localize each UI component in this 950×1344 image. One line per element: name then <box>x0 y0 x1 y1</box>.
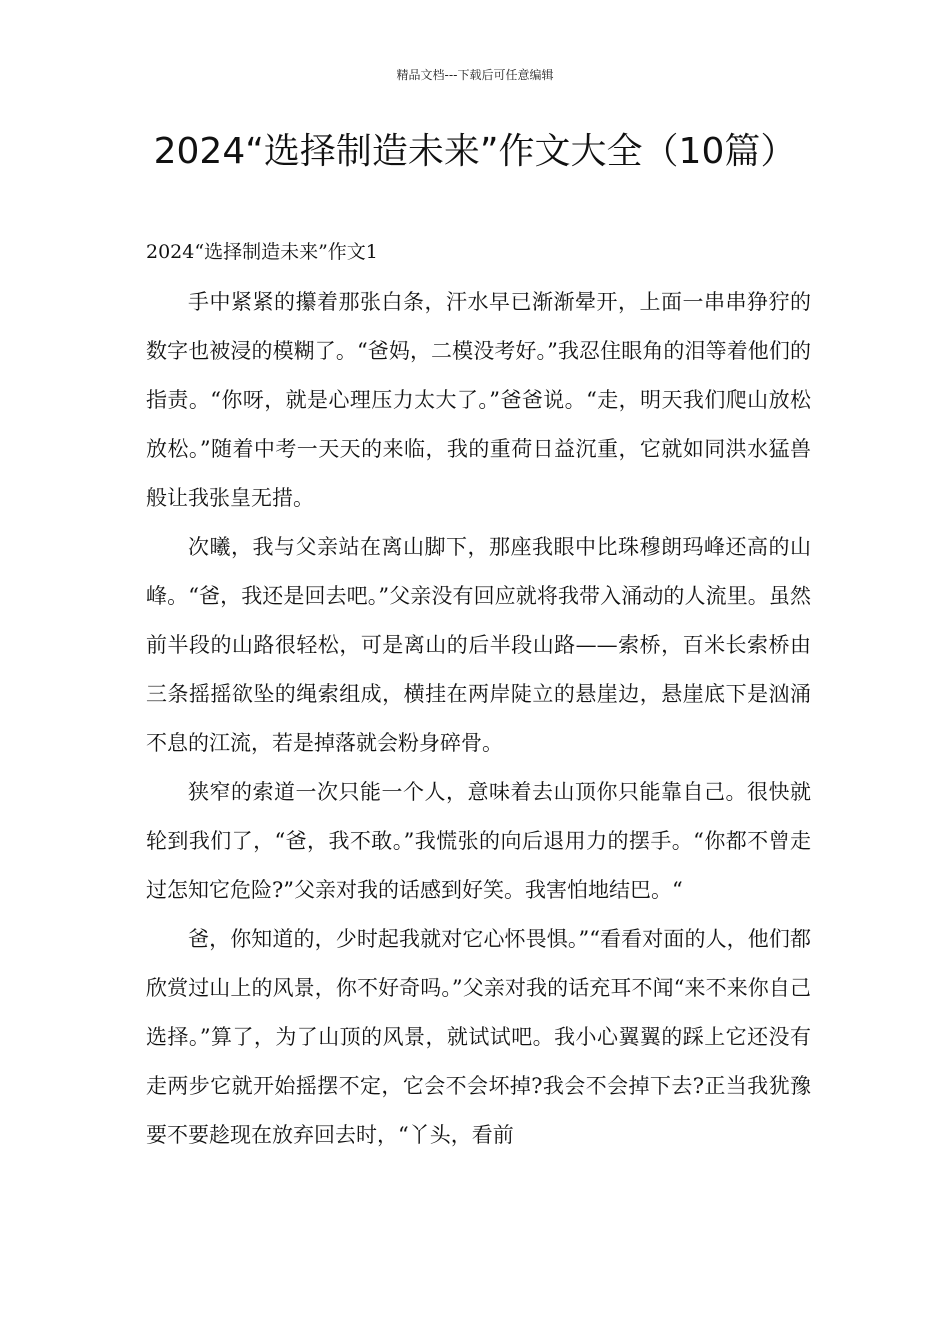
paragraph: 爸，你知道的，少时起我就对它心怀畏惧。”“看看对面的人，他们都欣赏过山上的风景，你不好奇吗。”父亲对我的话充耳不闻“来不来你自己选择。”算了，为了山顶的风景，就试试吧。我小心翼翼的踩上它还没有走两步它就开始摇摆不定，它会不会坏掉?我会不会掉下去?正当我犹豫要不要趁现在放弃回去时，“丫头，看前 <box>146 927 811 1147</box>
section-heading: 2024“选择制造未来”作文1 <box>146 241 378 263</box>
article-body <box>146 278 811 1160</box>
paragraph: 狭窄的索道一次只能一个人，意味着去山顶你只能靠自己。很快就轮到我们了，“爸，我不敢。”我慌张的向后退用力的摆手。“你都不曾走过怎知它危险?”父亲对我的话感到好笑。我害怕地结巴。“ <box>146 780 811 902</box>
document-title: 2024“选择制造未来”作文大全（10篇） <box>153 131 797 172</box>
paragraph: 手中紧紧的攥着那张白条，汗水早已渐渐晕开，上面一串串狰狞的数字也被浸的模糊了。“爸妈，二模没考好。”我忍住眼角的泪等着他们的指责。“你呀，就是心理压力太大了。”爸爸说。“走，明天我们爬山放松放松。”随着中考一天天的来临，我的重荷日益沉重，它就如同洪水猛兽般让我张皇无措。 <box>146 290 811 510</box>
paragraph: 次曦，我与父亲站在离山脚下，那座我眼中比珠穆朗玛峰还高的山峰。“爸，我还是回去吧。”父亲没有回应就将我带入涌动的人流里。虽然前半段的山路很轻松，可是离山的后半段山路——索桥，百米长索桥由三条摇摇欲坠的绳索组成，横挂在两岸陡立的悬崖边，悬崖底下是汹涌不息的江流，若是掉落就会粉身碎骨。 <box>146 535 811 755</box>
page-header-note: 精品文档---下载后可任意编辑 <box>396 68 554 82</box>
